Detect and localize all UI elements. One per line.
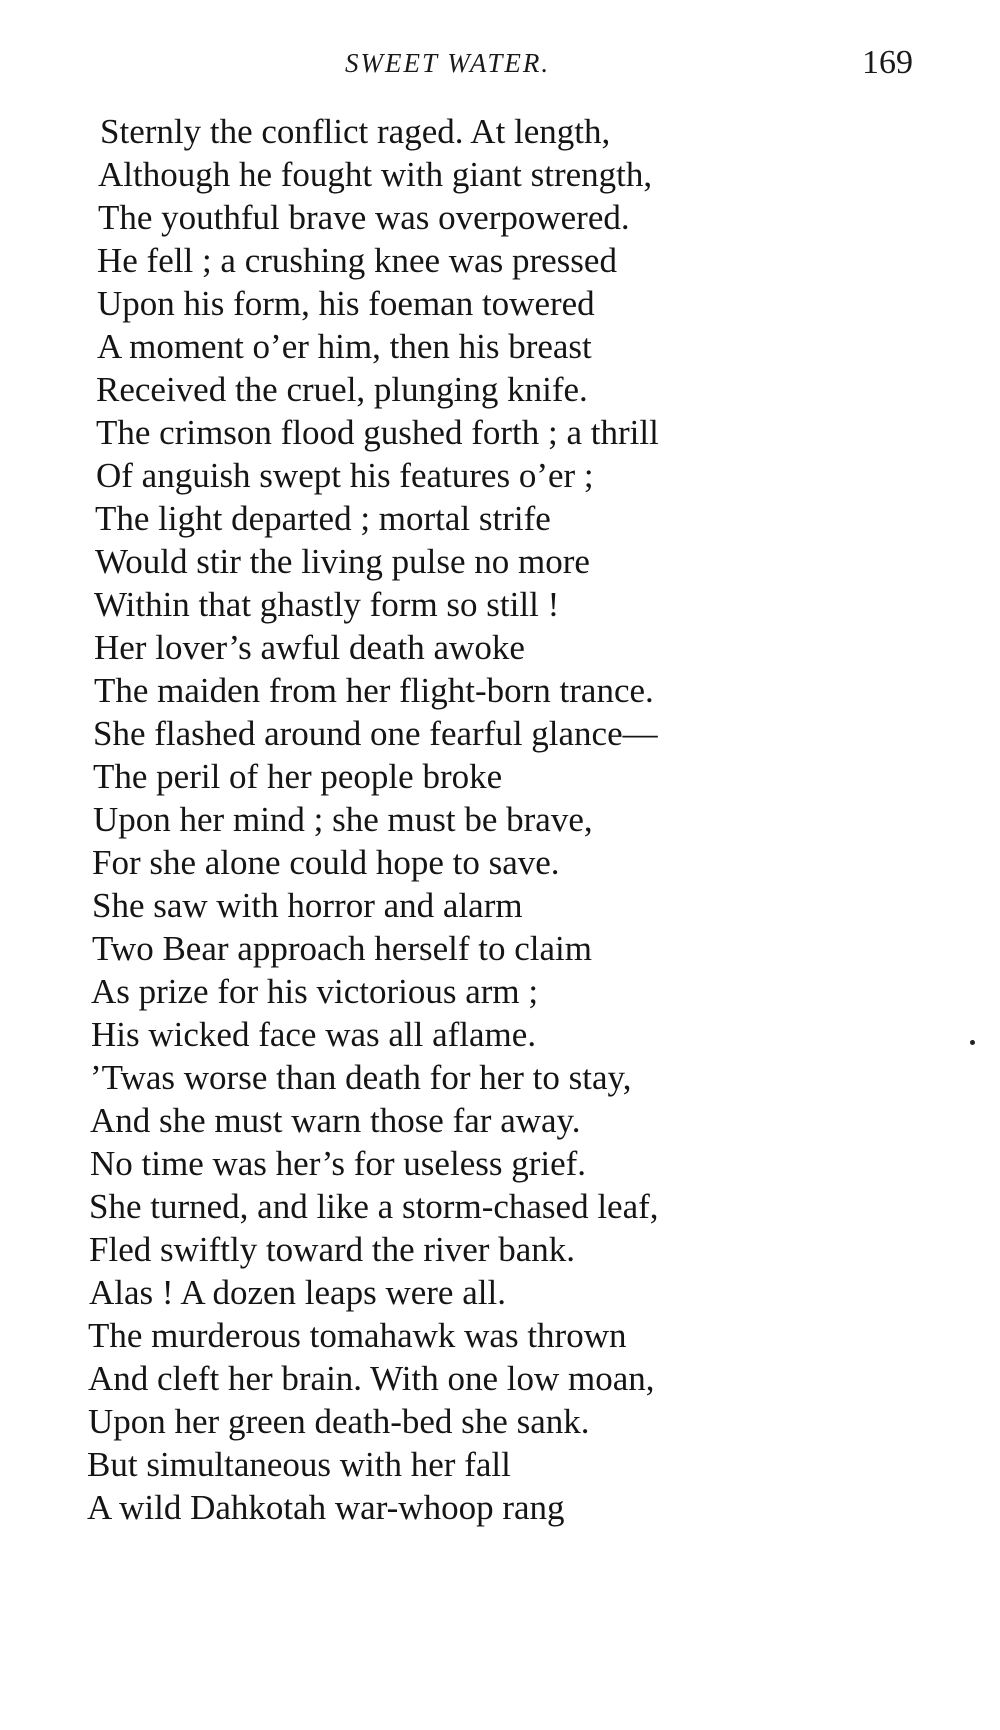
poem-line: Her lover’s awful death awoke (94, 628, 525, 667)
poem-line: Although he fought with giant strength, (98, 155, 653, 194)
poem-line: Alas ! A dozen leaps were all. (89, 1273, 506, 1312)
poem-line: The youthful brave was overpowered. (98, 198, 630, 237)
page-number: 169 (862, 44, 913, 81)
poem-line: His wicked face was all aflame. (91, 1015, 537, 1054)
poem-line: A moment o’er him, then his breast (97, 327, 592, 366)
poem-line: As prize for his victorious arm ; (91, 972, 539, 1011)
poem-line: ’Twas worse than death for her to stay, (90, 1058, 632, 1097)
poem-line: The crimson flood gushed forth ; a thrill (96, 413, 659, 452)
poem-line: She flashed around one fearful glance— (93, 714, 658, 753)
running-title: SWEET WATER. (345, 48, 551, 78)
poem-line: But simultaneous with her fall (87, 1445, 511, 1484)
poem-line: The murderous tomahawk was thrown (88, 1316, 627, 1355)
poem-line: And cleft her brain. With one low moan, (88, 1359, 655, 1398)
poem-line: A wild Dahkotah war-whoop rang (87, 1488, 565, 1527)
poem-line: The light departed ; mortal strife (95, 499, 551, 538)
poem-line: Within that ghastly form so still ! (94, 585, 560, 624)
ink-speck (970, 1040, 975, 1045)
poem-line: She turned, and like a storm-chased leaf, (89, 1187, 659, 1226)
poem-line: Fled swiftly toward the river bank. (89, 1230, 576, 1269)
poem-line: He fell ; a crushing knee was pressed (97, 241, 617, 280)
poem-line: She saw with horror and alarm (92, 886, 523, 925)
running-head (0, 40, 1000, 90)
poem-line: Upon her green death-bed she sank. (88, 1402, 590, 1441)
poem-line: For she alone could hope to save. (92, 843, 560, 882)
poem-line: The maiden from her flight-born trance. (94, 671, 654, 710)
poem-line: Upon her mind ; she must be brave, (93, 800, 593, 839)
poem-line: Would stir the living pulse no more (95, 542, 590, 581)
poem-line: No time was her’s for useless grief. (90, 1144, 587, 1183)
poem-line: Received the cruel, plunging knife. (96, 370, 588, 409)
poem-line: Sternly the conflict raged. At length, (100, 112, 611, 151)
poem-line: Of anguish swept his features o’er ; (96, 456, 594, 495)
poem-line: Upon his form, his foeman towered (97, 284, 595, 323)
poem-line: And she must warn those far away. (90, 1101, 581, 1140)
poem-line: The peril of her people broke (93, 757, 503, 796)
poem-line: Two Bear approach herself to claim (92, 929, 592, 968)
